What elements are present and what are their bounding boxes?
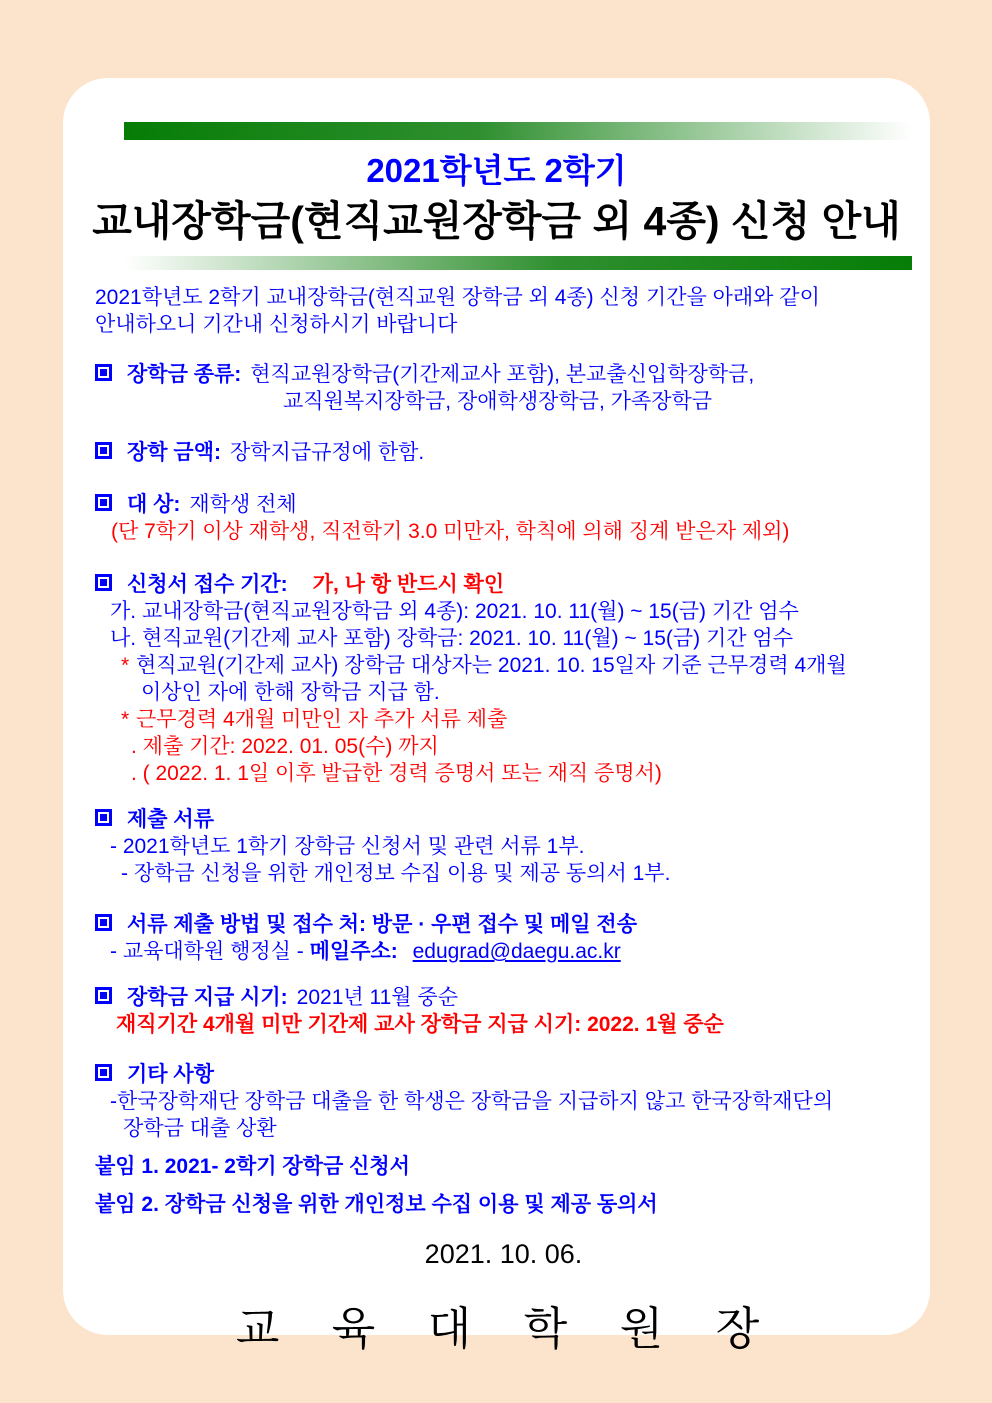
target-text: 재학생 전체 xyxy=(189,493,297,516)
asterisk-marker: * xyxy=(121,708,130,731)
square-bullet-icon xyxy=(95,442,112,459)
payout-text: 2021년 11월 중순 xyxy=(296,986,459,1009)
amount-label: 장학 금액: xyxy=(127,441,221,464)
documents-item-2: - 장학금 신청을 위한 개인정보 수집 이용 및 제공 동의서 1부. xyxy=(121,862,671,885)
period-note-2: 근무경력 4개월 미만인 자 추가 서류 제출 xyxy=(136,708,508,731)
period-label: 신청서 접수 기간: xyxy=(127,573,288,596)
section-required-documents xyxy=(95,806,912,887)
period-item-na: 나. 현직교원(기간제 교사 포함) 장학금: 2021. 10. 11(월) ~ 15(금) 기간 엄수 xyxy=(110,627,793,650)
bottom-gradient-bar xyxy=(124,256,912,270)
section-scholarship-types xyxy=(95,361,912,415)
section-submission-method xyxy=(95,911,912,965)
section-payout-timing xyxy=(95,984,912,1038)
period-note-1: 현직교원(기간제 교사) 장학금 대상자는 2021. 10. 15일자 기준 근무경력 4개월 xyxy=(136,654,847,677)
intro-line-2: 안내하오니 기간내 신청하시기 바랍니다 xyxy=(95,313,458,336)
square-bullet-icon xyxy=(95,914,112,931)
method-label: 서류 제출 방법 및 접수 처: 방문 · 우편 접수 및 메일 전송 xyxy=(127,913,638,936)
period-note-2-sub-1: . 제출 기간: 2022. 01. 05(수) 까지 xyxy=(131,735,439,758)
notice-card xyxy=(63,78,930,1354)
method-office-text: - 교육대학원 행정실 - xyxy=(110,940,310,963)
method-mail-label: 메일주소: xyxy=(309,940,404,963)
intro-line-1: 2021학년도 2학기 교내장학금(현직교원 장학금 외 4종) 신청 기간을 아래와 같이 xyxy=(95,286,820,309)
signature-dean-of-graduate-school: 교 육 대 학 원 장 xyxy=(235,1303,772,1354)
section-eligibility xyxy=(95,491,912,545)
payout-label: 장학금 지급 시기: xyxy=(127,986,288,1009)
square-bullet-icon xyxy=(95,494,112,511)
etc-line-1: -한국장학재단 장학금 대출을 한 학생은 장학금을 지급하지 않고 한국장학재단의 xyxy=(110,1090,834,1113)
intro-paragraph xyxy=(95,284,912,338)
types-text: 현직교원장학금(기간제교사 포함), 본교출신입학장학금, xyxy=(250,363,755,386)
section-other-notes xyxy=(95,1061,912,1142)
square-bullet-icon xyxy=(95,364,112,381)
section-scholarship-amount xyxy=(95,439,912,466)
attachment-1: 붙임 1. 2021- 2학기 장학금 신청서 xyxy=(95,1155,410,1178)
documents-label: 제출 서류 xyxy=(127,808,214,831)
target-label: 대 상: xyxy=(127,493,181,516)
documents-item-1: - 2021학년도 1학기 장학금 신청서 및 관련 서류 1부. xyxy=(110,835,585,858)
top-gradient-bar xyxy=(124,122,912,140)
attachment-2: 붙임 2. 장학금 신청을 위한 개인정보 수집 이용 및 제공 동의서 xyxy=(95,1193,658,1216)
period-item-ga: 가. 교내장학금(현직교원장학금 외 4종): 2021. 10. 11(월) ~ 15(금) 기간 엄수 xyxy=(110,600,799,623)
square-bullet-icon xyxy=(95,987,112,1004)
asterisk-marker: * xyxy=(121,654,130,677)
square-bullet-icon xyxy=(95,1064,112,1081)
target-exclusion-note: (단 7학기 이상 재학생, 직전학기 3.0 미만자, 학칙에 의해 징계 받은자 제외) xyxy=(111,520,790,543)
types-label: 장학금 종류: xyxy=(127,363,242,386)
types-text-2: 교직원복지장학금, 장애학생장학금, 가족장학금 xyxy=(283,390,713,413)
notice-body xyxy=(63,270,930,1354)
amount-text: 장학지급규정에 한함. xyxy=(229,441,425,464)
notice-title: 교내장학금(현직교원장학금 외 4종) 신청 안내 xyxy=(92,198,901,244)
etc-label: 기타 사항 xyxy=(127,1063,214,1086)
etc-line-2: 장학금 대출 상환 xyxy=(123,1117,277,1140)
period-note-2-sub-2: . ( 2022. 1. 1일 이후 발급한 경력 증명서 또는 재직 증명서) xyxy=(131,762,662,785)
email-link[interactable]: edugrad@daegu.ac.kr xyxy=(412,940,621,963)
period-note-1-cont: 이상인 자에 한해 장학금 지급 함. xyxy=(141,681,440,704)
notice-date: 2021. 10. 06. xyxy=(424,1239,583,1269)
square-bullet-icon xyxy=(95,574,112,591)
payout-note: 재직기간 4개월 미만 기간제 교사 장학금 지급 시기: 2022. 1월 중순 xyxy=(116,1013,724,1036)
notice-subtitle: 2021학년도 2학기 xyxy=(366,152,627,189)
period-warning: 가, 나 항 반드시 확인 xyxy=(312,573,505,596)
section-application-period xyxy=(95,571,912,787)
square-bullet-icon xyxy=(95,809,112,826)
